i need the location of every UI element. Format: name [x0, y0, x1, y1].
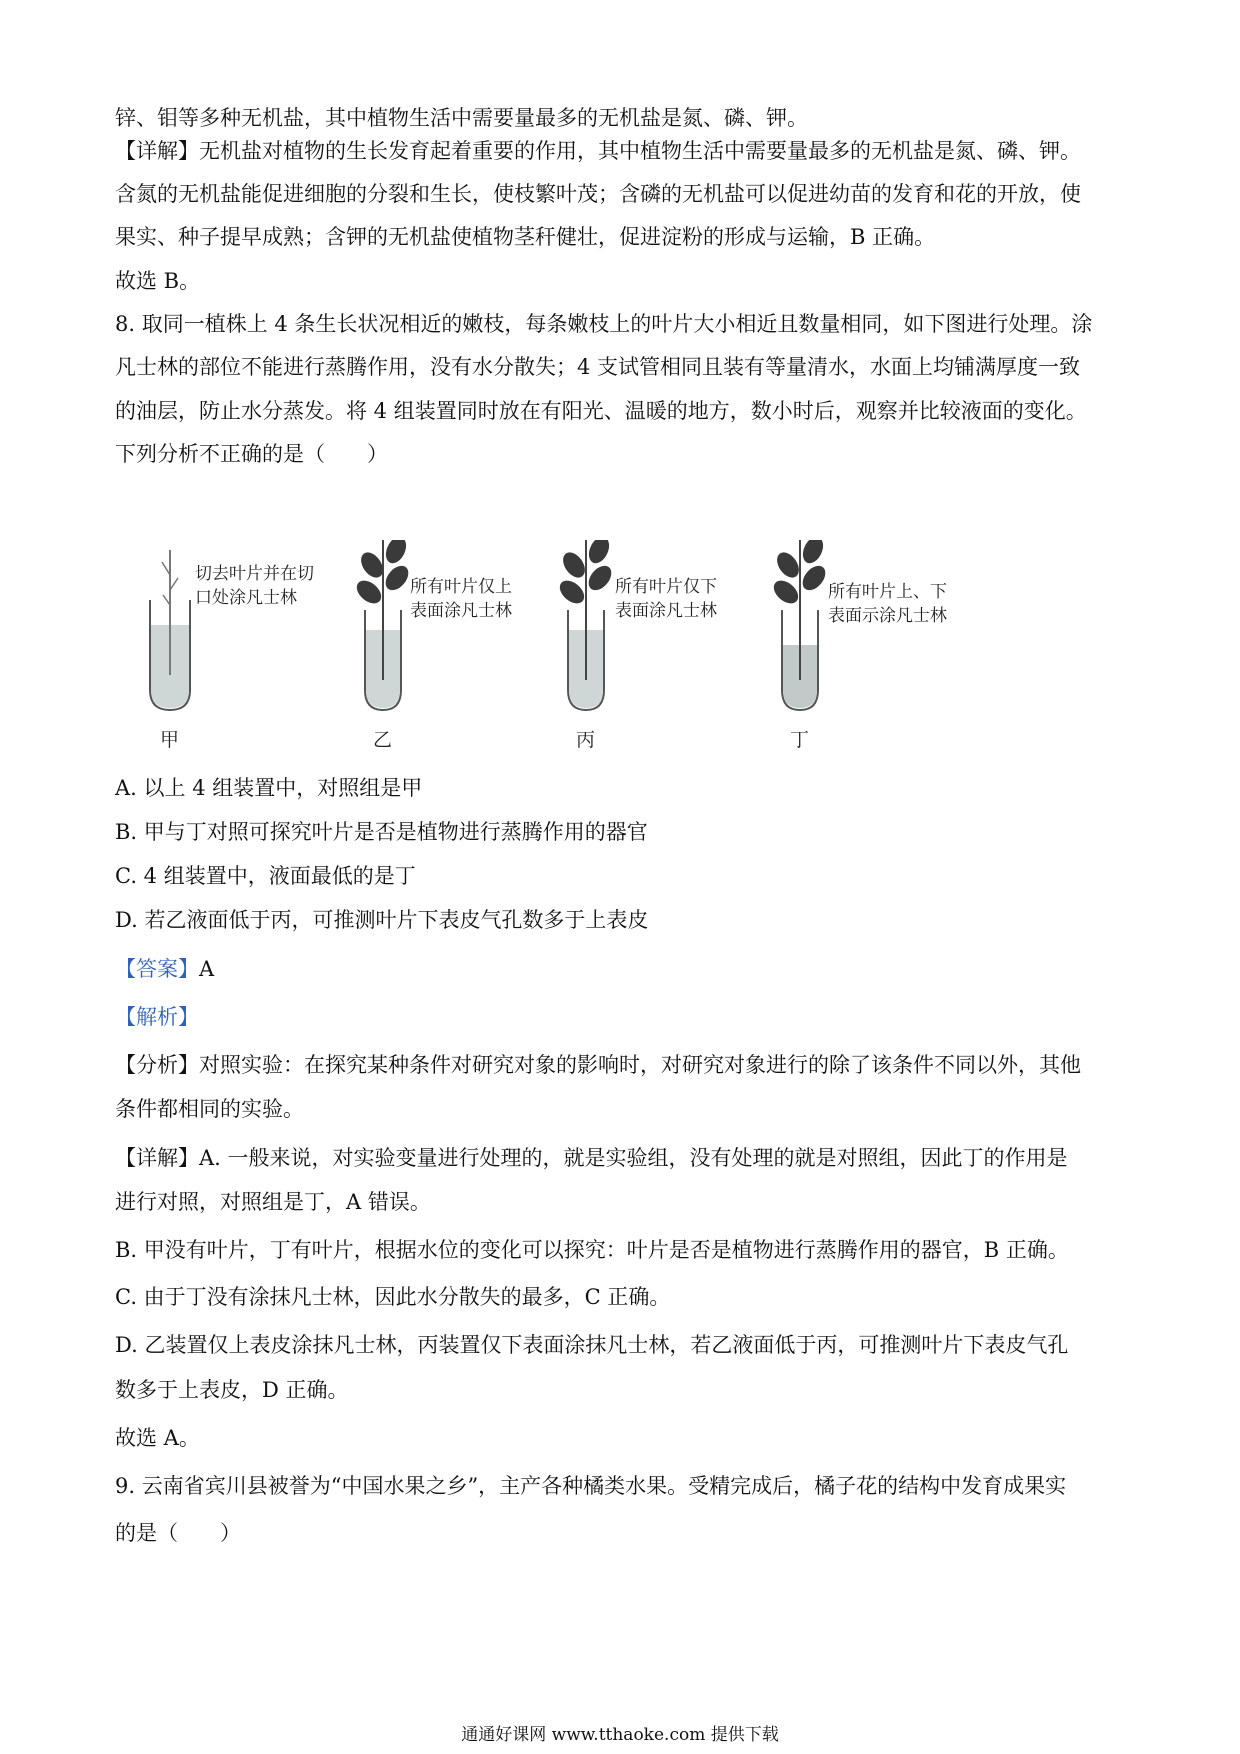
tube-yi-name: 乙 [373, 729, 393, 751]
answer-value: A [199, 957, 215, 981]
tube-bing [555, 540, 615, 710]
analysis-line: 条件都相同的实验。 [115, 1097, 304, 1121]
question-8-text: 凡士林的部位不能进行蒸腾作用，没有水分散失；4 支试管相同且装有等量清水，水面上均铺满厚度一致 [115, 355, 1081, 379]
text-line: 【详解】无机盐对植物的生长发育起着重要的作用，其中植物生活中需要量最多的无机盐是氮、磷、钾。 [115, 139, 1081, 163]
tube-ding [769, 540, 829, 710]
tube-jia-label: 切去叶片并在切 口处涂凡士林 [195, 564, 314, 608]
tube-jia-name: 甲 [160, 729, 180, 751]
text-line: 含氮的无机盐能促进细胞的分裂和生长，使枝繁叶茂；含磷的无机盐可以促进幼苗的发育和花的开放，使 [115, 182, 1081, 206]
question-8-text: 8. 取同一植株上 4 条生长状况相近的嫩枝，每条嫩枝上的叶片大小相近且数量相同，如下图进行处理。涂 [115, 312, 1093, 336]
analysis-line: D. 乙装置仅上表皮涂抹凡士林，丙装置仅下表面涂抹凡士林，若乙液面低于丙，可推测叶片下表皮气孔 [115, 1333, 1069, 1357]
page-footer: 通通好课网 www.tthaoke.com 提供下载 [461, 1725, 779, 1745]
analysis-tag: 【解析】 [115, 1005, 199, 1029]
analysis-line: 故选 A。 [115, 1426, 200, 1450]
analysis-line: C. 由于丁没有涂抹凡士林，因此水分散失的最多，C 正确。 [115, 1285, 671, 1309]
tube-bing-name: 丙 [576, 729, 596, 751]
tube-yi [352, 540, 412, 710]
question-9-text: 9. 云南省宾川县被誉为“中国水果之乡”，主产各种橘类水果。受精完成后，橘子花的结构中发育成果实 [115, 1474, 1067, 1498]
text-line: 锌、钼等多种无机盐，其中植物生活中需要量最多的无机盐是氮、磷、钾。 [115, 106, 808, 130]
analysis-line: 数多于上表皮，D 正确。 [115, 1378, 349, 1402]
tube-bing-label: 所有叶片仅下 表面涂凡士林 [615, 577, 717, 621]
option-d: D. 若乙液面低于丙，可推测叶片下表皮气孔数多于上表皮 [115, 908, 649, 932]
tube-yi-label: 所有叶片仅上 表面涂凡士林 [410, 577, 512, 621]
analysis-line: B. 甲没有叶片，丁有叶片，根据水位的变化可以探究：叶片是否是植物进行蒸腾作用的器官，B 正确。 [115, 1238, 1069, 1262]
question-9-text: 的是（ ） [115, 1521, 241, 1545]
answer-line [115, 954, 1125, 984]
question-8-text: 的油层，防止水分蒸发。将 4 组装置同时放在有阳光、温暖的地方，数小时后，观察并比较液面的变化。 [115, 399, 1087, 423]
question-8-text: 下列分析不正确的是（ ） [115, 442, 388, 466]
analysis-line: 进行对照，对照组是丁，A 错误。 [115, 1190, 431, 1214]
tube-jia [150, 550, 190, 710]
answer-tag: 【答案】 [115, 957, 199, 981]
analysis-line: 【分析】对照实验：在探究某种条件对研究对象的影响时，对研究对象进行的除了该条件不同以外，其他 [115, 1053, 1081, 1077]
tube-ding-label: 所有叶片上、下 表面示涂凡士林 [828, 582, 947, 626]
option-b: B. 甲与丁对照可探究叶片是否是植物进行蒸腾作用的器官 [115, 820, 648, 844]
text-line: 果实、种子提早成熟；含钾的无机盐使植物茎秆健壮，促进淀粉的形成与运输，B 正确。 [115, 225, 936, 249]
text-line: 故选 B。 [115, 269, 201, 293]
option-c: C. 4 组装置中，液面最低的是丁 [115, 864, 416, 888]
option-a: A. 以上 4 组装置中，对照组是甲 [115, 776, 423, 800]
experiment-figure [140, 540, 1000, 755]
analysis-line: 【详解】A. 一般来说，对实验变量进行处理的，就是实验组，没有处理的就是对照组，因此丁的作用是 [115, 1146, 1068, 1170]
tube-ding-name: 丁 [790, 729, 810, 751]
